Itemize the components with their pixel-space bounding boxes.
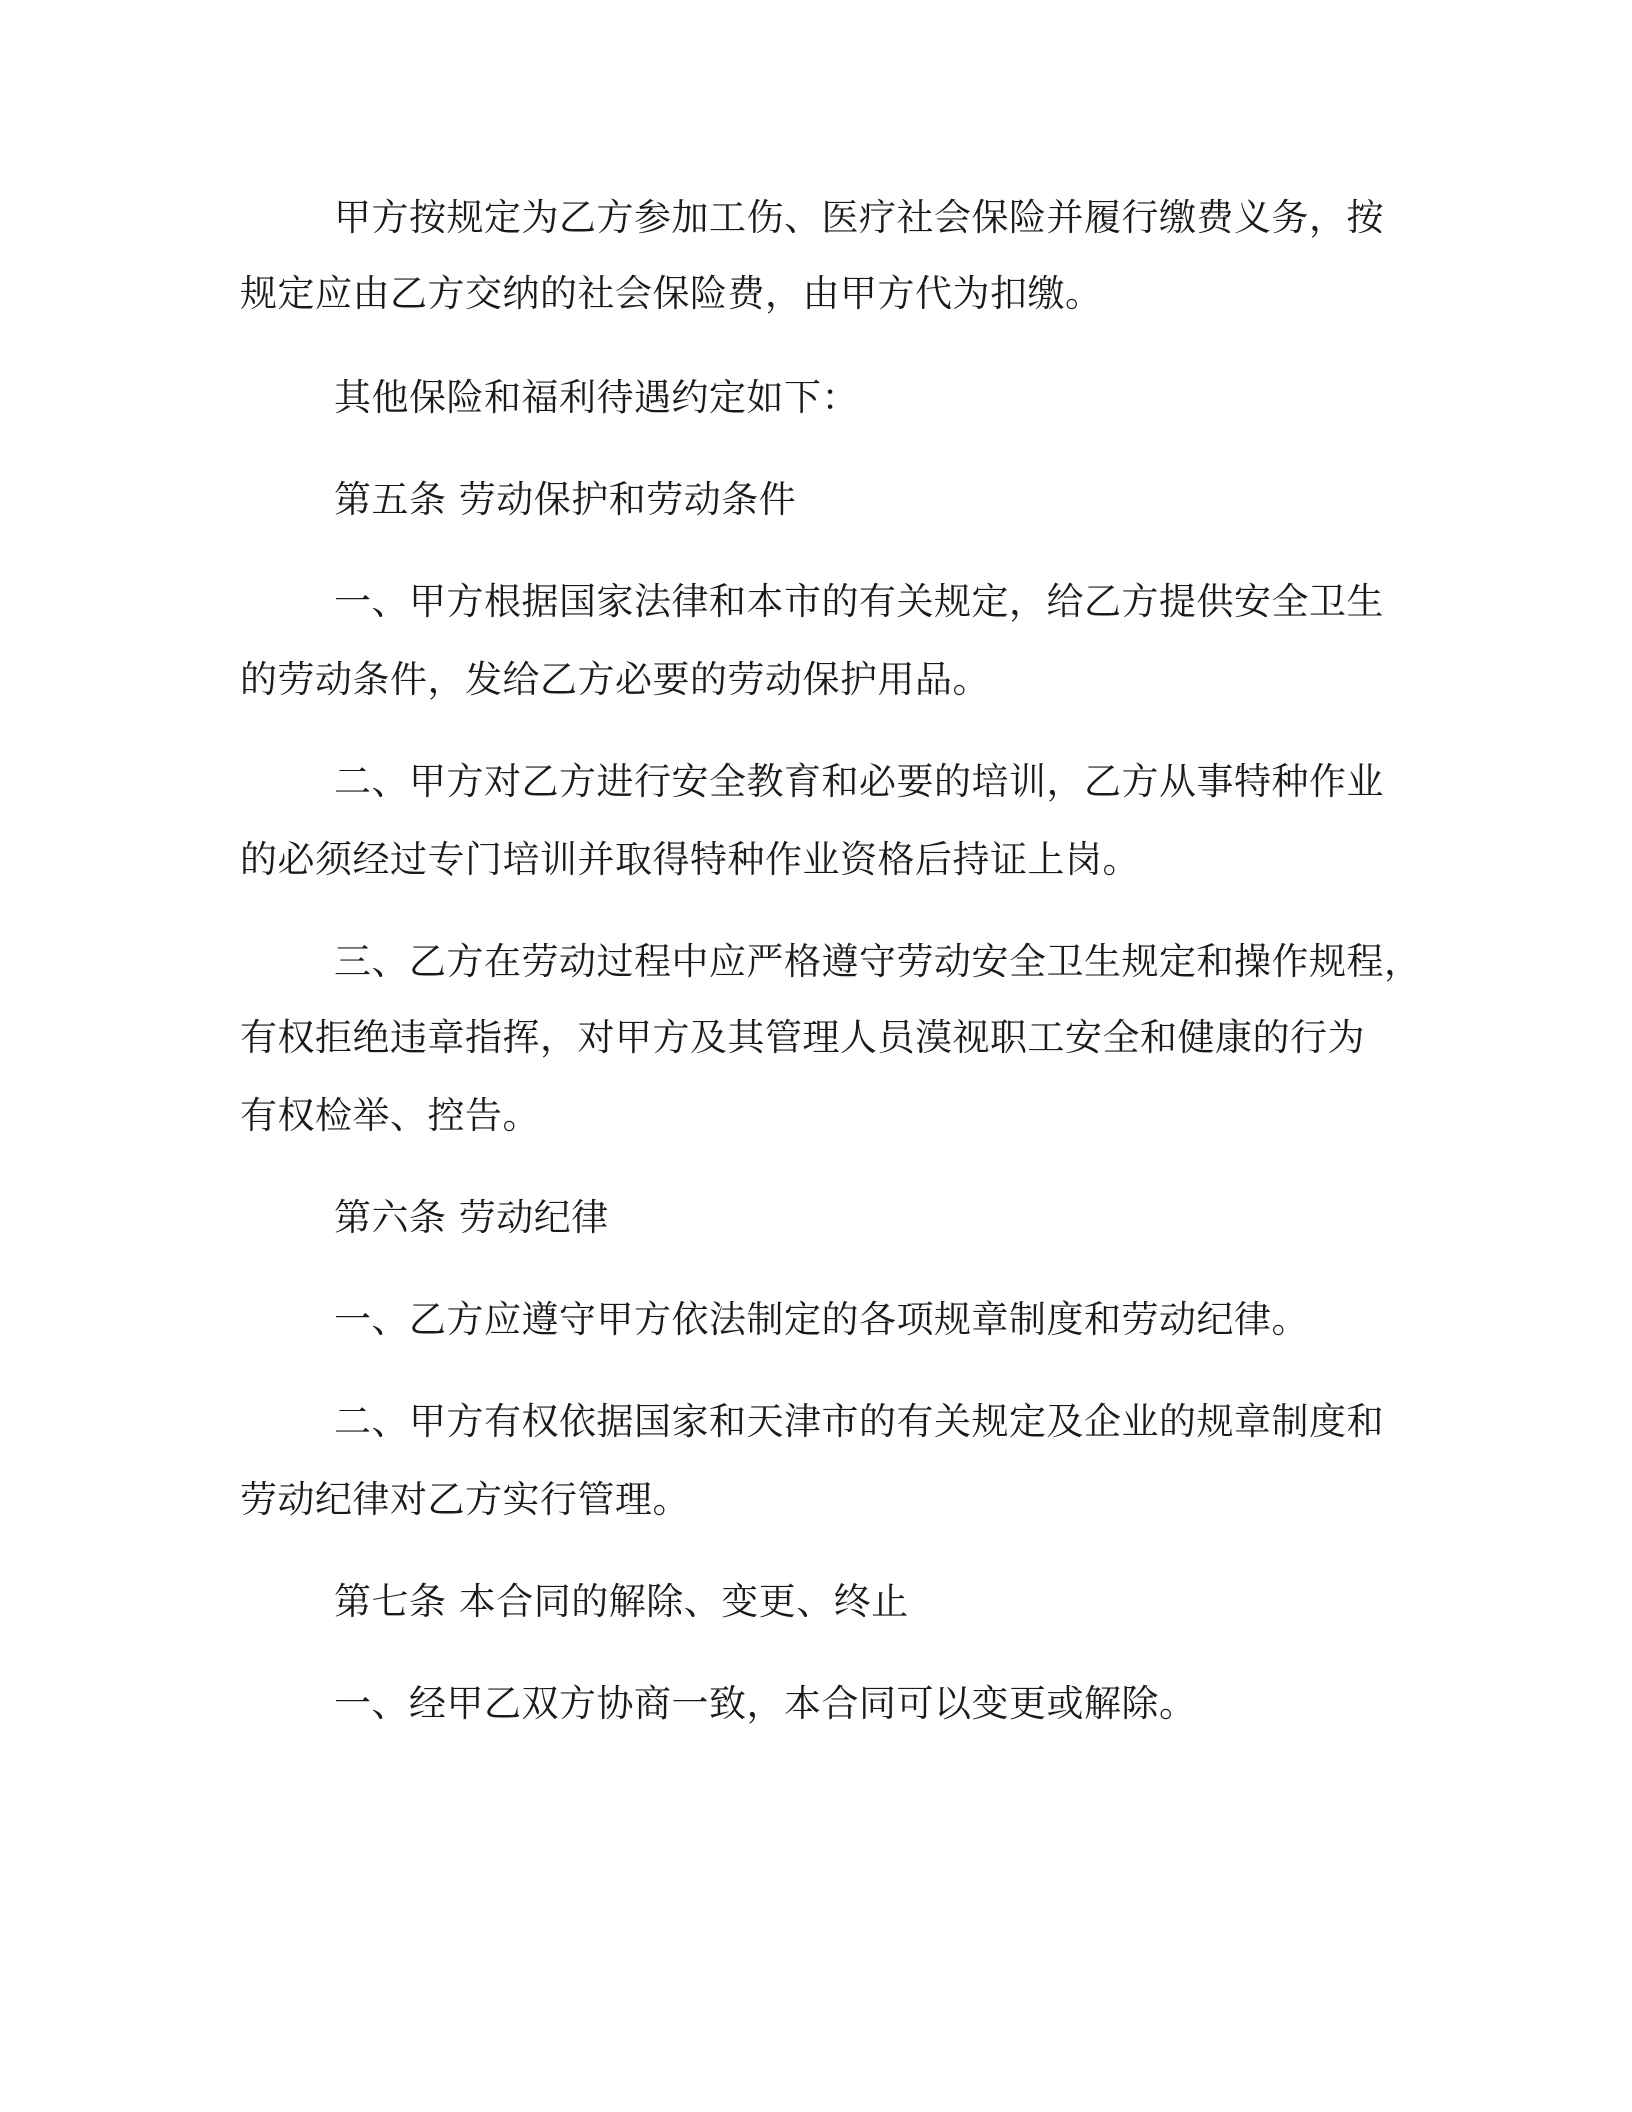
article-7-heading: 第七条 本合同的解除、变更、终止 [334, 1580, 909, 1623]
article-5-item-1-line-1: 一、甲方根据国家法律和本市的有关规定，给乙方提供安全卫生 [334, 580, 1384, 623]
article-5-heading: 第五条 劳动保护和劳动条件 [334, 478, 797, 521]
article-5-item-3-line-3: 有权检举、控告。 [240, 1094, 540, 1137]
article-6-item-2-line-1: 二、甲方有权依据国家和天津市的有关规定及企业的规章制度和 [334, 1400, 1384, 1443]
article-5-item-2-line-1: 二、甲方对乙方进行安全教育和必要的培训，乙方从事特种作业 [334, 760, 1384, 803]
article-6-heading: 第六条 劳动纪律 [334, 1196, 609, 1239]
paragraph-other-insurance: 其他保险和福利待遇约定如下： [334, 376, 859, 419]
article-7-item-1: 一、经甲乙双方协商一致，本合同可以变更或解除。 [334, 1682, 1197, 1725]
article-6-item-1: 一、乙方应遵守甲方依法制定的各项规章制度和劳动纪律。 [334, 1298, 1309, 1341]
article-5-item-3-line-1: 三、乙方在劳动过程中应严格遵守劳动安全卫生规定和操作规程， [334, 940, 1422, 983]
article-5-item-1-line-2: 的劳动条件，发给乙方必要的劳动保护用品。 [240, 658, 990, 701]
article-5-item-3-line-2: 有权拒绝违章指挥，对甲方及其管理人员漠视职工安全和健康的行为 [240, 1016, 1365, 1059]
paragraph-insurance-line-1: 甲方按规定为乙方参加工伤、医疗社会保险并履行缴费义务，按 [334, 196, 1384, 239]
article-5-item-2-line-2: 的必须经过专门培训并取得特种作业资格后持证上岗。 [240, 838, 1140, 881]
article-6-item-2-line-2: 劳动纪律对乙方实行管理。 [240, 1478, 690, 1521]
paragraph-insurance-line-2: 规定应由乙方交纳的社会保险费，由甲方代为扣缴。 [240, 272, 1103, 315]
